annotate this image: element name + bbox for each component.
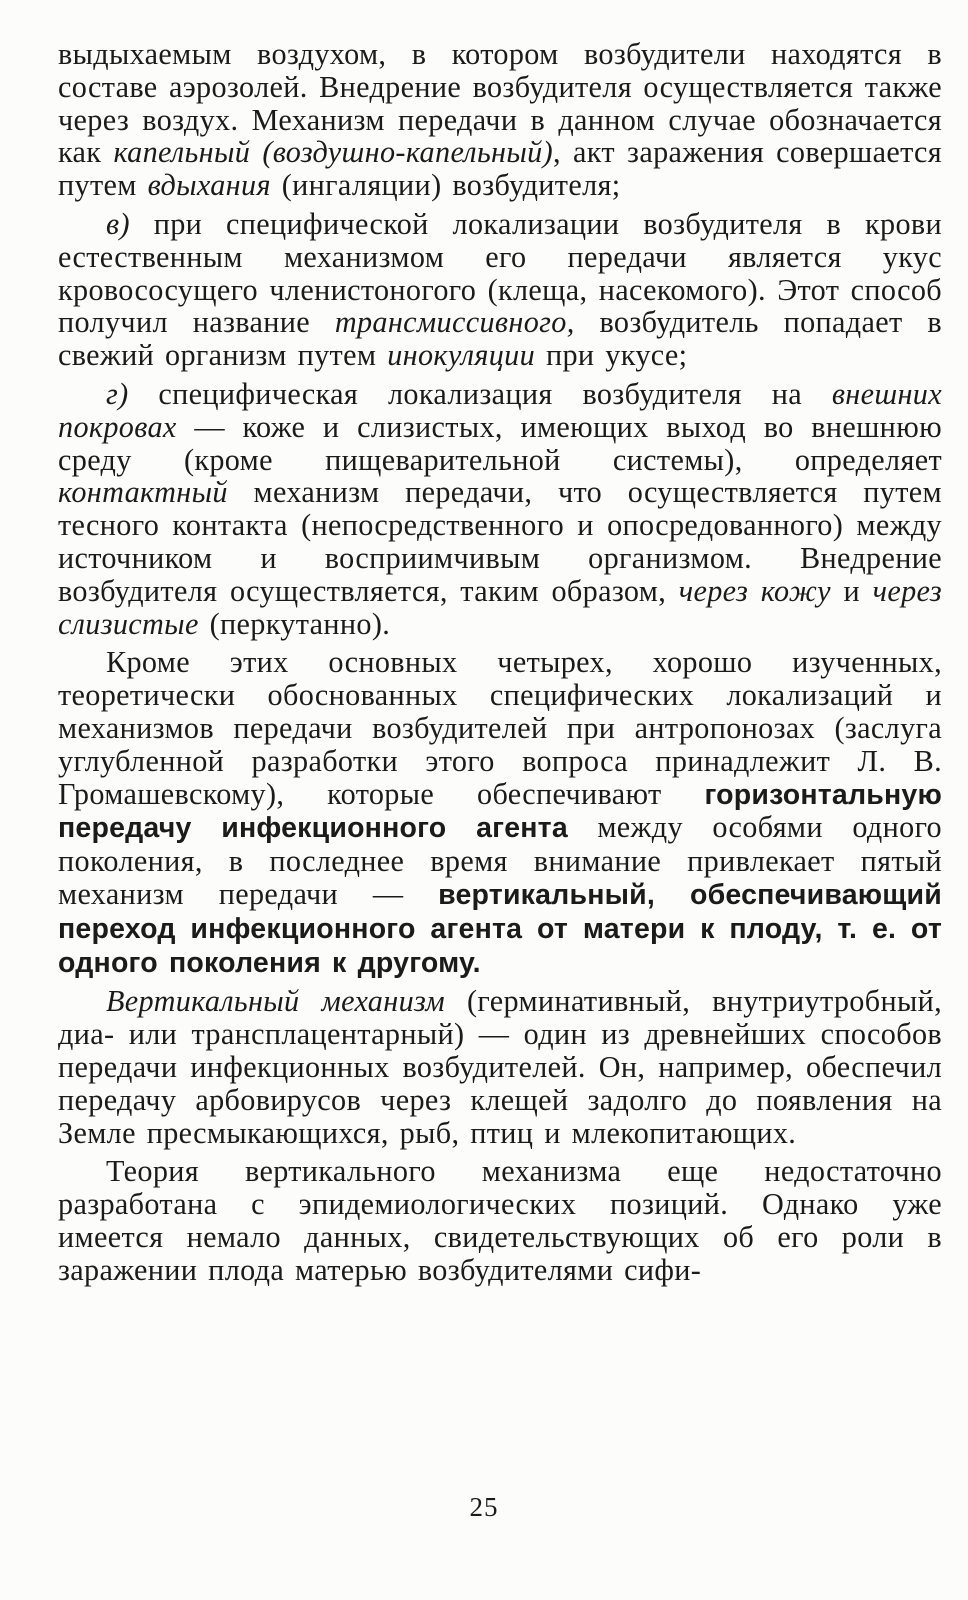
bold-term: горизонтальную передачу инфекционного агента <box>58 778 942 845</box>
paragraph-4 <box>58 646 942 979</box>
italic-term: внешних покровах <box>58 376 942 444</box>
paragraph-2 <box>58 208 942 372</box>
italic-term: вдыхания <box>147 168 271 203</box>
text-run: возбудитель попадает в свежий организм путем <box>58 305 942 373</box>
italic-term: трансмиссивного, <box>334 305 575 340</box>
italic-term: через кожу <box>678 573 831 608</box>
italic-term: инокуляции <box>387 338 536 373</box>
text-run: механизм передачи, что осуществляется путем тесного контакта (непосредственного и опосредованного) между источником и восприимчивым организмом. Внедрение возбудителя осуществляется, таким образом, <box>58 475 942 608</box>
text-run: выдыхаемым воздухом, в котором возбудители находятся в составе аэрозолей. Внедрение возбудителя осуществляется также через воздух. Механизм передачи в данном случае обозначается как <box>58 37 942 170</box>
paragraph-3 <box>58 378 942 640</box>
text-run: специфическая локализация возбудителя на <box>128 376 832 411</box>
text-run: (ингаляции) возбудителя; <box>270 168 621 203</box>
text-run: и <box>830 573 873 608</box>
text-run: Теория вертикального механизма еще недостаточно разработана с эпидемиологических позиций. Однако уже имеется немало данных, свидетельствующих об его роли в заражении плода матерью возбудителями сифи- <box>58 1154 942 1287</box>
italic-term: в) <box>106 206 130 241</box>
body-text <box>58 38 942 1286</box>
bold-term: вертикальный, обеспечивающий переход инфекционного агента от матери к плоду, т. е. от одного поколения к другому. <box>58 878 942 979</box>
text-run: Кроме этих основных четырех, хорошо изученных, теоретически обоснованных специфических локализаций и механизмов передачи возбудителей при антропонозах (заслуга углубленной разработки этого вопроса принадлежит Л. В. Громашевскому), которые обеспечивают <box>58 645 942 811</box>
italic-term: Вертикальный механизм <box>106 984 446 1019</box>
text-run: — коже и слизистых, имеющих выход во внешнюю среду (кроме пищеварительной системы), определяет <box>58 409 942 477</box>
text-run: (перкутанно). <box>198 606 391 641</box>
text-run: при укусе; <box>535 338 688 373</box>
text-run: между особями одного поколения, в последнее время внимание привлекает пятый механизм передачи — <box>58 810 942 911</box>
text-run: , акт заражения совершается путем <box>58 135 942 203</box>
paragraph-6 <box>58 1155 942 1286</box>
italic-term: г) <box>106 376 129 411</box>
text-run: (герминативный, внутриутробный, диа- или трансплацентарный) — один из древнейших способов передачи инфекционных возбудителей. Он, например, обеспечил передачу арбовирусов через клещей задолго до появления на Земле пресмыкающихся, рыб, птиц и млекопитающих. <box>58 984 942 1150</box>
text-run: при специфической локализации возбудителя в крови естественным механизмом его передачи является укус кровососущего членистоногого (клеща, насекомого). Этот способ получил название <box>58 206 942 340</box>
italic-term: капельный (воздушно-капельный) <box>113 135 554 170</box>
paragraph-5 <box>58 985 942 1149</box>
page-number: 25 <box>469 1492 499 1522</box>
paragraph-1 <box>58 38 942 202</box>
italic-term: контактный <box>58 475 228 510</box>
italic-term: через слизистые <box>58 573 942 641</box>
